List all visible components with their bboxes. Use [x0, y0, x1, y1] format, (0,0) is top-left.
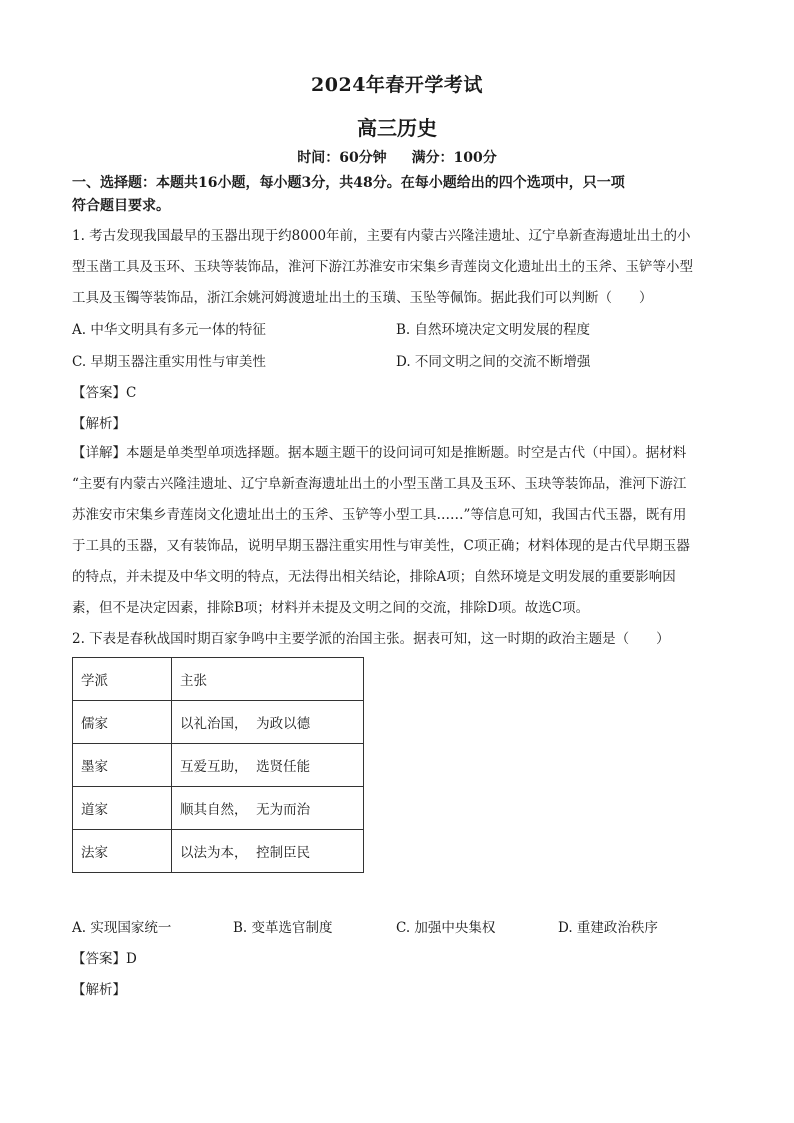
- table-cell-school: 儒家: [73, 701, 172, 744]
- table-cell-claim: 以法为本， 控制臣民: [172, 830, 364, 873]
- q1-stem-line: 工具及玉镯等装饰品，浙江余姚河姆渡遗址出土的玉璜、玉坠等佩饰。据此我们可以判断（ ）: [72, 290, 653, 306]
- table-cell-school: 道家: [73, 787, 172, 830]
- q1-option-c: C. 早期玉器注重实用性与审美性: [72, 354, 266, 370]
- table-header-row: [73, 658, 364, 701]
- q1-analysis-label: 【解析】: [72, 416, 126, 432]
- table-cell-claim: 以礼治国， 为政以德: [172, 701, 364, 744]
- subject-title: 高三历史: [357, 116, 437, 140]
- q1-stem-line: 1. 考古发现我国最早的玉器出现于约8000年前，主要有内蒙古兴隆洼遗址、辽宁阜新查海遗址出土的小: [72, 228, 691, 244]
- table-header-cell: 主张: [172, 658, 364, 701]
- q2-analysis-label: 【解析】: [72, 982, 126, 998]
- q1-stem-line: 型玉凿工具及玉环、玉玦等装饰品，淮河下游江苏淮安市宋集乡青莲岗文化遗址出土的玉斧、玉铲等小型: [72, 259, 693, 275]
- q1-detail-line: 于工具的玉器，又有装饰品，说明早期玉器注重实用性与审美性，C项正确；材料体现的是古代早期玉器: [72, 538, 690, 554]
- section-heading-line1: 一、选择题：本题共16小题，每小题3分，共48分。在每小题给出的四个选项中，只一项: [72, 175, 625, 191]
- q1-option-d: D. 不同文明之间的交流不断增强: [396, 354, 591, 370]
- table-cell-school: 法家: [73, 830, 172, 873]
- q1-option-a: A. 中华文明具有多元一体的特征: [72, 322, 266, 338]
- q1-option-b: B. 自然环境决定文明发展的程度: [396, 322, 591, 338]
- table-row: [73, 787, 364, 830]
- q2-option-a: A. 实现国家统一: [72, 920, 172, 936]
- q2-option-c: C. 加强中央集权: [396, 920, 496, 936]
- table-row: [73, 701, 364, 744]
- table-row: [73, 830, 364, 873]
- q1-detail-line: 【详解】本题是单类型单项选择题。据本题主题干的设问词可知是推断题。时空是古代（中国）。据材料: [72, 445, 687, 461]
- q2-stem: 2. 下表是春秋战国时期百家争鸣中主要学派的治国主张。据表可知，这一时期的政治主题是（ ）: [72, 631, 670, 647]
- q1-detail-line: 的特点，并未提及中华文明的特点，无法得出相关结论，排除A项；自然环境是文明发展的重要影响因: [72, 569, 676, 585]
- q1-detail-line: 素，但不是决定因素，排除B项；材料并未提及文明之间的交流，排除D项。故选C项。: [72, 600, 590, 616]
- q2-option-b: B. 变革选官制度: [233, 920, 333, 936]
- table-header-cell: 学派: [73, 658, 172, 701]
- exam-info: [0, 147, 794, 167]
- q2-option-d: D. 重建政治秩序: [558, 920, 658, 936]
- q2-answer: 【答案】D: [72, 951, 137, 967]
- q1-answer: 【答案】C: [72, 385, 137, 401]
- table-row: [73, 744, 364, 787]
- q1-detail-line: “主要有内蒙古兴隆洼遗址、辽宁阜新查海遗址出土的小型玉凿工具及玉环、玉玦等装饰品，淮河下游江: [72, 476, 687, 492]
- schools-table: [72, 657, 364, 873]
- exam-time: 时间：60分钟: [297, 150, 387, 166]
- exam-title: 2024年春开学考试: [311, 74, 483, 96]
- section-heading-line2: 符合题目要求。: [72, 198, 170, 214]
- q1-detail-line: 苏淮安市宋集乡青莲岗文化遗址出土的玉斧、玉铲等小型工具……”等信息可知，我国古代玉器，既有用: [72, 507, 687, 523]
- table-cell-school: 墨家: [73, 744, 172, 787]
- table-cell-claim: 顺其自然， 无为而治: [172, 787, 364, 830]
- exam-score: 满分：100分: [411, 150, 497, 166]
- table-cell-claim: 互爱互助， 选贤任能: [172, 744, 364, 787]
